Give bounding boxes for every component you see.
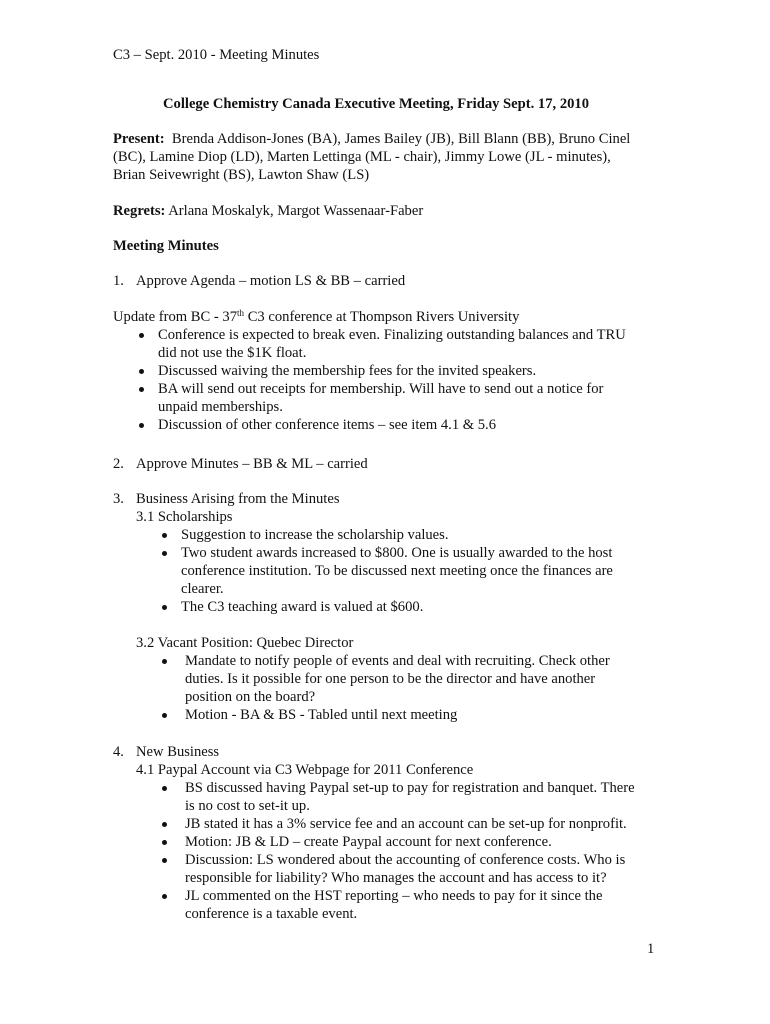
bullet-icon: [139, 423, 144, 428]
bullet-icon: [139, 387, 144, 392]
item-1-number: 1.: [113, 273, 124, 289]
update-bullet-3-line-2: unpaid memberships.: [158, 399, 283, 415]
bullet-icon: [162, 786, 167, 791]
item-2-number: 2.: [113, 456, 124, 472]
update-bullet-1-line-2: did not use the $1K float.: [158, 345, 307, 361]
item-1-text: Approve Agenda – motion LS & BB – carried: [136, 273, 406, 289]
update-bullet-3-line-1: BA will send out receipts for membership. Will have to send out a notice for: [158, 381, 604, 397]
item-4-1-bullet-4-line-1: Discussion: LS wondered about the accounting of conference costs. Who is: [185, 852, 626, 868]
bullet-icon: [162, 605, 167, 610]
page-header: C3 – Sept. 2010 - Meeting Minutes: [113, 47, 320, 63]
item-3-1-heading: 3.1 Scholarships: [136, 509, 233, 525]
item-3-2-bullet-1-line-3: position on the board?: [185, 689, 316, 705]
update-heading-pre: Update from BC - 37: [113, 309, 238, 325]
bullet-icon: [162, 551, 167, 556]
update-bullet-2-line-1: Discussed waiving the membership fees for the invited speakers.: [158, 363, 537, 379]
regrets-line: [113, 202, 423, 220]
update-bullet-1-line-1: Conference is expected to break even. Finalizing outstanding balances and TRU: [158, 327, 626, 343]
item-4-1-heading: 4.1 Paypal Account via C3 Webpage for 2011 Conference: [136, 762, 474, 778]
bullet-icon: [162, 894, 167, 899]
bullet-icon: [162, 713, 167, 718]
item-3-1-bullet-3-line-1: The C3 teaching award is valued at $600.: [181, 599, 424, 615]
item-3-1-bullet-1-line-1: Suggestion to increase the scholarship values.: [181, 527, 449, 543]
item-4-1-bullet-5-line-1: JL commented on the HST reporting – who needs to pay for it since the: [185, 888, 603, 904]
bullet-icon: [162, 858, 167, 863]
page-number: 1: [647, 941, 655, 957]
item-3-text: Business Arising from the Minutes: [136, 491, 340, 507]
present-line-3: Brian Seivewright (BS), Lawton Shaw (LS): [113, 167, 370, 183]
item-4-1-bullet-1-line-2: is no cost to set-it up.: [185, 798, 310, 814]
regrets-text: Arlana Moskalyk, Margot Wassenaar-Faber: [168, 203, 424, 219]
bullet-icon: [139, 333, 144, 338]
item-4-1-bullet-3-line-1: Motion: JB & LD – create Paypal account for next conference.: [185, 834, 552, 850]
item-4-1-bullet-4-line-2: responsible for liability? Who manages the account and has access to it?: [185, 870, 607, 886]
item-3-2-bullet-1-line-1: Mandate to notify people of events and deal with recruiting. Check other: [185, 653, 610, 669]
bullet-icon: [162, 659, 167, 664]
item-3-1-bullet-2-line-2: conference institution. To be discussed next meeting once the finances are: [181, 563, 613, 579]
item-3-2-bullet-2-line-1: Motion - BA & BS - Tabled until next meeting: [185, 707, 458, 723]
item-3-2-heading: 3.2 Vacant Position: Quebec Director: [136, 635, 354, 651]
bullet-icon: [162, 533, 167, 538]
item-4-1-bullet-1-line-1: BS discussed having Paypal set-up to pay for registration and banquet. There: [185, 780, 635, 796]
item-4-number: 4.: [113, 744, 124, 760]
present-line-1: [113, 130, 630, 148]
bullet-icon: [162, 822, 167, 827]
bullet-icon: [162, 840, 167, 845]
item-2-text: Approve Minutes – BB & ML – carried: [136, 456, 368, 472]
item-4-text: New Business: [136, 744, 220, 760]
update-heading: [113, 308, 519, 326]
update-heading-sup: th: [237, 308, 245, 318]
update-bullet-4-line-1: Discussion of other conference items – see item 4.1 & 5.6: [158, 417, 497, 433]
document-title: College Chemistry Canada Executive Meeting, Friday Sept. 17, 2010: [163, 96, 590, 112]
present-label: Present:: [113, 131, 165, 147]
present-text-1: Brenda Addison-Jones (BA), James Bailey (JB), Bill Blann (BB), Bruno Cinel: [171, 131, 631, 147]
item-4-1-bullet-5-line-2: conference is a taxable event.: [185, 906, 358, 922]
present-line-2: (BC), Lamine Diop (LD), Marten Lettinga (ML - chair), Jimmy Lowe (JL - minutes),: [113, 149, 611, 165]
item-3-2-bullet-1-line-2: duties. Is it possible for one person to be the director and have another: [185, 671, 596, 687]
item-3-1-bullet-2-line-3: clearer.: [181, 581, 224, 597]
minutes-heading: Meeting Minutes: [113, 238, 219, 254]
item-3-1-bullet-2-line-1: Two student awards increased to $800. One is usually awarded to the host: [181, 545, 613, 561]
item-4-1-bullet-2-line-1: JB stated it has a 3% service fee and an account can be set-up for nonprofit.: [185, 816, 627, 832]
bullet-icon: [139, 369, 144, 374]
item-3-number: 3.: [113, 491, 124, 507]
regrets-label: Regrets:: [113, 203, 166, 219]
update-heading-post: C3 conference at Thompson Rivers University: [244, 309, 520, 325]
